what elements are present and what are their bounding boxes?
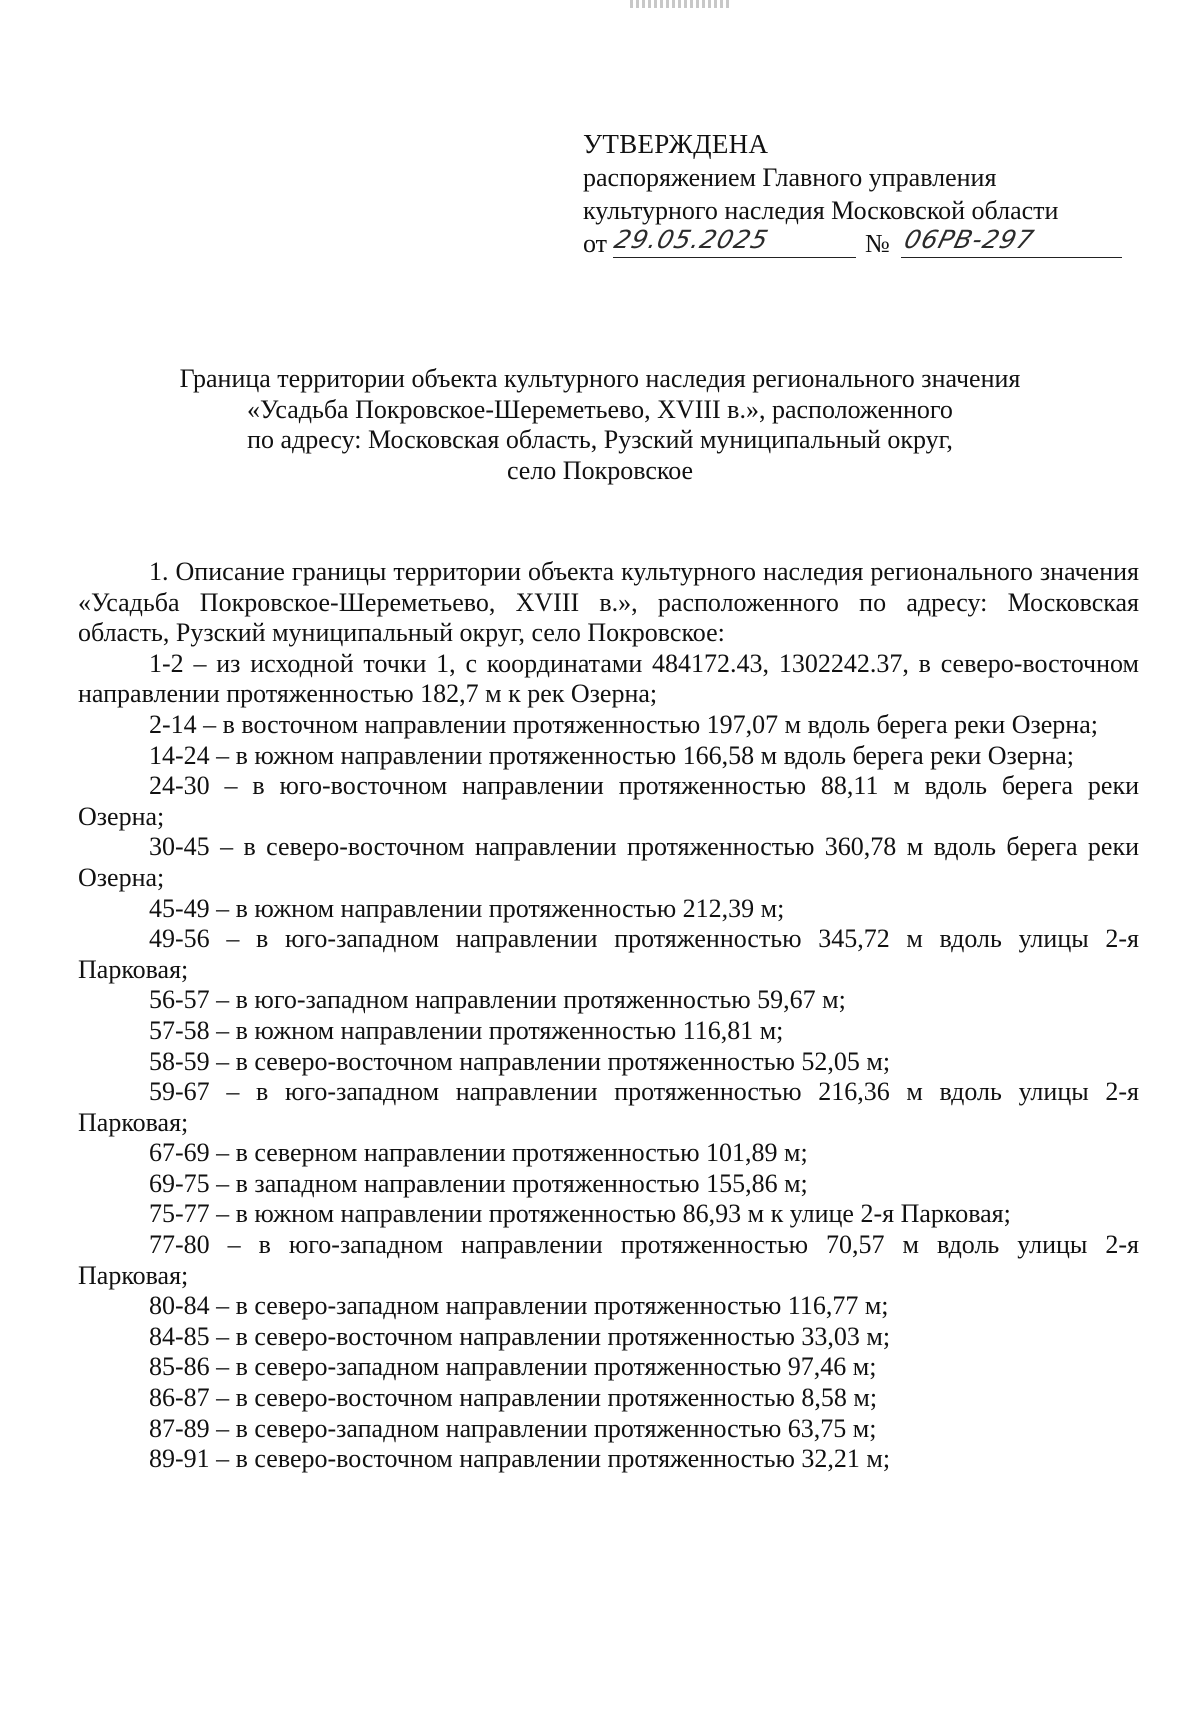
title-line-3: по адресу: Московская область, Рузский муниципальный округ, bbox=[247, 425, 953, 454]
segment-1-2: 1-2 – из исходной точки 1, с координатами 484172.43, 1302242.37, в северо-восточном направлении протяженностью 182,7 м к рек Озерна; bbox=[78, 648, 1139, 709]
title-line-1: Граница территории объекта культурного наследия регионального значения bbox=[179, 364, 1021, 393]
approval-block bbox=[583, 128, 1123, 261]
segment-75-77: 75-77 – в южном направлении протяженностью 86,93 м к улице 2-я Парковая; bbox=[149, 1199, 1011, 1229]
segment-89-91: 89-91 – в северо-восточном направлении протяженностью 32,21 м; bbox=[149, 1444, 891, 1474]
approval-line-1: распоряжением Главного управления bbox=[583, 163, 997, 192]
scan-artifact bbox=[630, 0, 730, 8]
segment-80-84: 80-84 – в северо-западном направлении протяженностью 116,77 м; bbox=[149, 1291, 889, 1321]
segment-86-87: 86-87 – в северо-восточном направлении протяженностью 8,58 м; bbox=[149, 1383, 878, 1413]
segment-59-67: 59-67 – в юго-западном направлении протяженностью 216,36 м вдоль улицы 2-я Парковая; bbox=[78, 1077, 1139, 1137]
handwritten-date: 29.05.2025 bbox=[611, 225, 772, 254]
segment-56-57: 56-57 – в юго-западном направлении протяженностью 59,67 м; bbox=[149, 985, 846, 1015]
date-field bbox=[613, 227, 856, 258]
title-line-4: село Покровское bbox=[506, 455, 694, 485]
number-field bbox=[901, 227, 1122, 258]
segment-24-30: 24-30 – в юго-восточном направлении протяженностью 88,11 м вдоль берега реки Озерна; bbox=[78, 771, 1139, 831]
segment-67-69: 67-69 – в северном направлении протяженностью 101,89 м; bbox=[149, 1138, 808, 1168]
segment-2-14: 2-14 – в восточном направлении протяженностью 197,07 м вдоль берега реки Озерна; bbox=[149, 709, 1098, 739]
segment-30-45: 30-45 – в северо-восточном направлении протяженностью 360,78 м вдоль берега реки Озерна; bbox=[78, 832, 1139, 892]
segment-84-85: 84-85 – в северо-восточном направлении протяженностью 33,03 м; bbox=[149, 1321, 891, 1351]
title-line-2: «Усадьба Покровское-Шереметьево, XVIII в.», расположенного bbox=[247, 394, 953, 424]
document-title bbox=[60, 364, 1140, 486]
segment-49-56: 49-56 – в юго-западном направлении протяженностью 345,72 м вдоль улицы 2-я Парковая; bbox=[78, 924, 1139, 984]
segment-58-59: 58-59 – в северо-восточном направлении протяженностью 52,05 м; bbox=[149, 1046, 891, 1076]
segment-77-80: 77-80 – в юго-западном направлении протяженностью 70,57 м вдоль улицы 2-я Парковая; bbox=[78, 1230, 1139, 1290]
segment-85-86: 85-86 – в северо-западном направлении протяженностью 97,46 м; bbox=[149, 1352, 877, 1382]
segment-57-58: 57-58 – в южном направлении протяженностью 116,81 м; bbox=[149, 1015, 784, 1045]
approval-line-2: культурного наследия Московской области bbox=[583, 196, 1059, 225]
segment-14-24: 14-24 – в южном направлении протяженностью 166,58 м вдоль берега реки Озерна; bbox=[149, 740, 1074, 770]
number-sign: № bbox=[865, 229, 890, 258]
approval-heading: УТВЕРЖДЕНА bbox=[583, 129, 769, 159]
document-body bbox=[78, 557, 1139, 1475]
segment-87-89: 87-89 – в северо-западном направлении протяженностью 63,75 м; bbox=[149, 1413, 877, 1443]
segment-69-75: 69-75 – в западном направлении протяженностью 155,86 м; bbox=[149, 1168, 808, 1198]
approval-sign-row bbox=[583, 227, 1123, 261]
handwritten-number: 06РВ-297 bbox=[901, 225, 1038, 254]
date-prefix: от bbox=[583, 229, 608, 258]
segment-45-49: 45-49 – в южном направлении протяженностью 212,39 м; bbox=[149, 893, 785, 923]
intro-paragraph: 1. Описание границы территории объекта культурного наследия регионального значения «Усадьба Покровское-Шереметьево, XVIII в.», расположенного по адресу: Московская область, Рузский муниципальный округ, село Покровское: bbox=[78, 557, 1139, 648]
